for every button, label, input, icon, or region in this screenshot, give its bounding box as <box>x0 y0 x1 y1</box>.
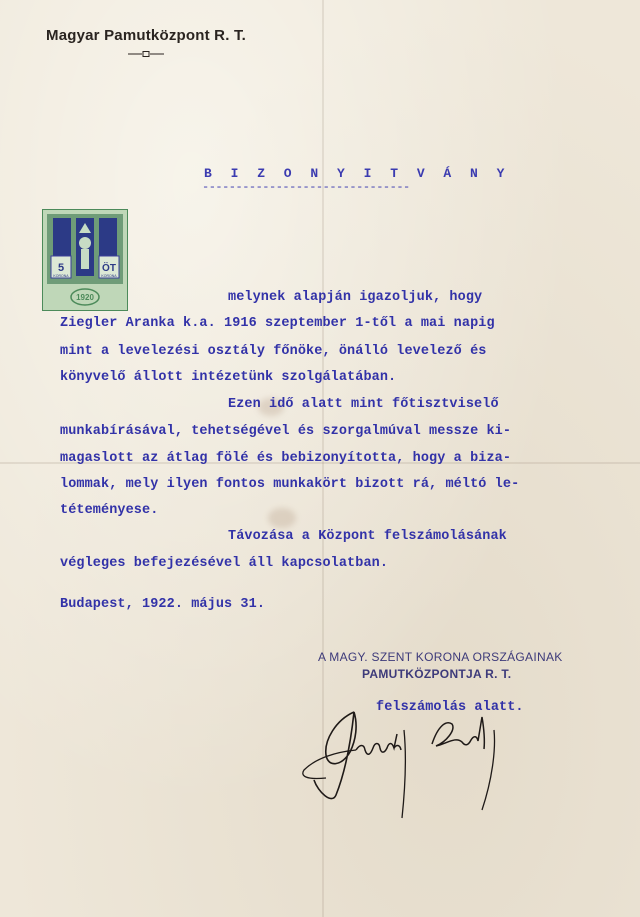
stamp-unit-left: KORONA <box>53 274 69 278</box>
title-underline: ------------------------------- <box>202 180 410 194</box>
revenue-stamp <box>42 209 128 311</box>
body-line: munkabírásával, tehetségével és szorgalmúval messze ki- <box>60 424 512 439</box>
paper-stain <box>268 508 296 528</box>
seal-line-1: A MAGY. SZENT KORONA ORSZÁGAINAK <box>318 650 563 664</box>
document-title: B I Z O N Y I T V Á N Y <box>204 166 510 181</box>
body-line: melynek alapján igazoljuk, hogy <box>228 290 483 305</box>
body-line: lommak, mely ilyen fontos munkakört bizott rá, méltó le- <box>60 477 520 492</box>
seal-line-2: PAMUTKÖZPONTJA R. T. <box>362 667 512 681</box>
body-line: könyvelő állott intézetünk szolgálatában. <box>60 370 397 385</box>
letterhead-company: Magyar Pamutközpont R. T. <box>46 27 247 44</box>
body-line: Távozása a Központ felszámolásának <box>228 529 507 544</box>
body-line: Ziegler Aranka k.a. 1916 szeptember 1-től a mai napig <box>60 316 495 331</box>
date-line: Budapest, 1922. május 31. <box>60 597 266 612</box>
stamp-right-value: ÖT <box>102 263 116 274</box>
stamp-value: 5 <box>57 262 65 274</box>
body-line: mint a levelezési osztály főnöke, önálló levelező és <box>60 344 487 359</box>
stamp-year: 1920 <box>76 293 94 302</box>
body-line: magaslott az átlag fölé és bebizonyította, hogy a biza- <box>60 451 512 466</box>
body-line: végleges befejezésével áll kapcsolatban. <box>60 556 389 571</box>
body-line: téteményese. <box>60 503 159 518</box>
handwritten-signature <box>296 700 526 820</box>
letterhead-ornament <box>128 51 164 57</box>
stamp-unit-right: KORONA <box>101 274 117 278</box>
seal-line-3: felszámolás alatt. <box>376 700 524 715</box>
body-line: Ezen idő alatt mint főtisztviselő <box>228 397 499 412</box>
